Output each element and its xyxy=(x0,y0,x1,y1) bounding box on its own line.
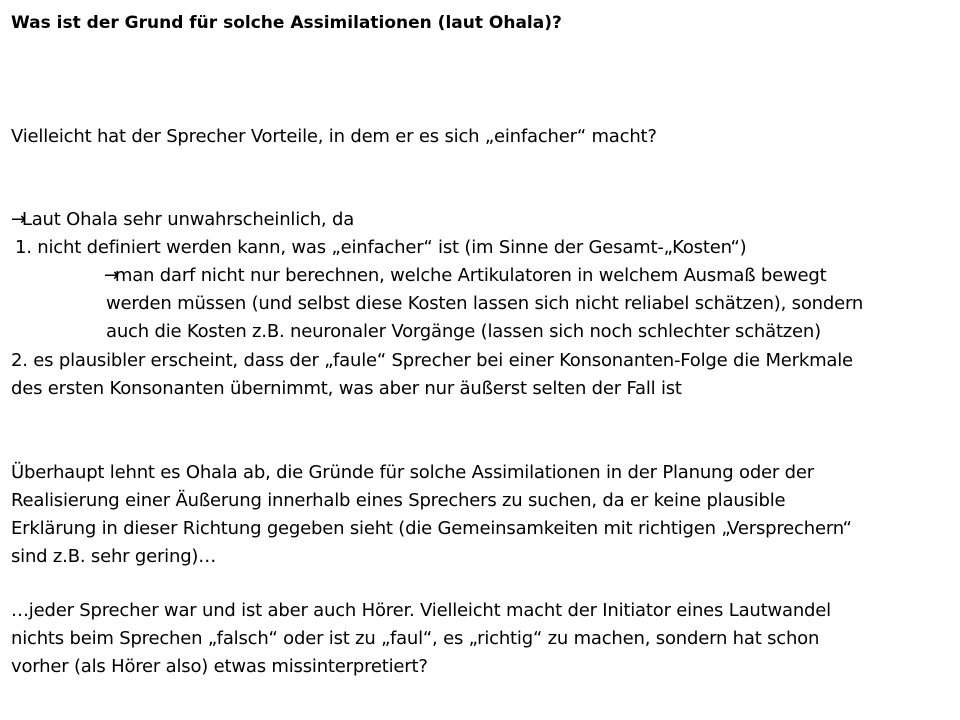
paragraph-1-line-4: sind z.B. sehr gering)… xyxy=(11,546,217,567)
slide-title: Was ist der Grund für solche Assimilationen (laut Ohala)? xyxy=(11,13,562,33)
arrow-right-icon: → xyxy=(104,265,119,286)
paragraph-2-line-1: …jeder Sprecher war und ist aber auch Hörer. Vielleicht macht der Initiator eines Lautwandel xyxy=(11,600,831,621)
paragraph-1-line-1: Überhaupt lehnt es Ohala ab, die Gründe für solche Assimilationen in der Planung oder der xyxy=(11,462,814,483)
paragraph-2-line-2: nichts beim Sprechen „falsch“ oder ist zu „faul“, es „richtig“ zu machen, sondern hat schon xyxy=(11,628,820,649)
point-1-sub-line-3: auch die Kosten z.B. neuronaler Vorgänge (lassen sich noch schlechter schätzen) xyxy=(106,321,821,342)
question-line: Vielleicht hat der Sprecher Vorteile, in dem er es sich „einfacher“ macht? xyxy=(11,126,657,147)
answer-intro-text: Laut Ohala sehr unwahrscheinlich, da xyxy=(21,209,355,230)
answer-intro xyxy=(11,206,354,234)
point-1-sub-text: man darf nicht nur berechnen, welche Artikulatoren in welchem Ausmaß bewegt xyxy=(114,265,827,286)
paragraph-2-line-3: vorher (als Hörer also) etwas missinterpretiert? xyxy=(11,656,428,677)
arrow-right-icon: → xyxy=(11,209,26,230)
point-1-sub-line-1 xyxy=(104,262,826,290)
paragraph-1-line-3: Erklärung in dieser Richtung gegeben sieht (die Gemeinsamkeiten mit richtigen „Versprechern“ xyxy=(11,518,852,539)
point-1: 1. nicht definiert werden kann, was „einfacher“ ist (im Sinne der Gesamt-„Kosten“) xyxy=(15,237,747,258)
point-1-sub-line-2: werden müssen (und selbst diese Kosten lassen sich nicht reliabel schätzen), sondern xyxy=(106,293,864,314)
point-2-line-2: des ersten Konsonanten übernimmt, was aber nur äußerst selten der Fall ist xyxy=(11,378,682,399)
paragraph-1-line-2: Realisierung einer Äußerung innerhalb eines Sprechers zu suchen, da er keine plausible xyxy=(11,490,786,511)
point-2-line-1: 2. es plausibler erscheint, dass der „faule“ Sprecher bei einer Konsonanten-Folge die Merkmale xyxy=(11,350,853,371)
